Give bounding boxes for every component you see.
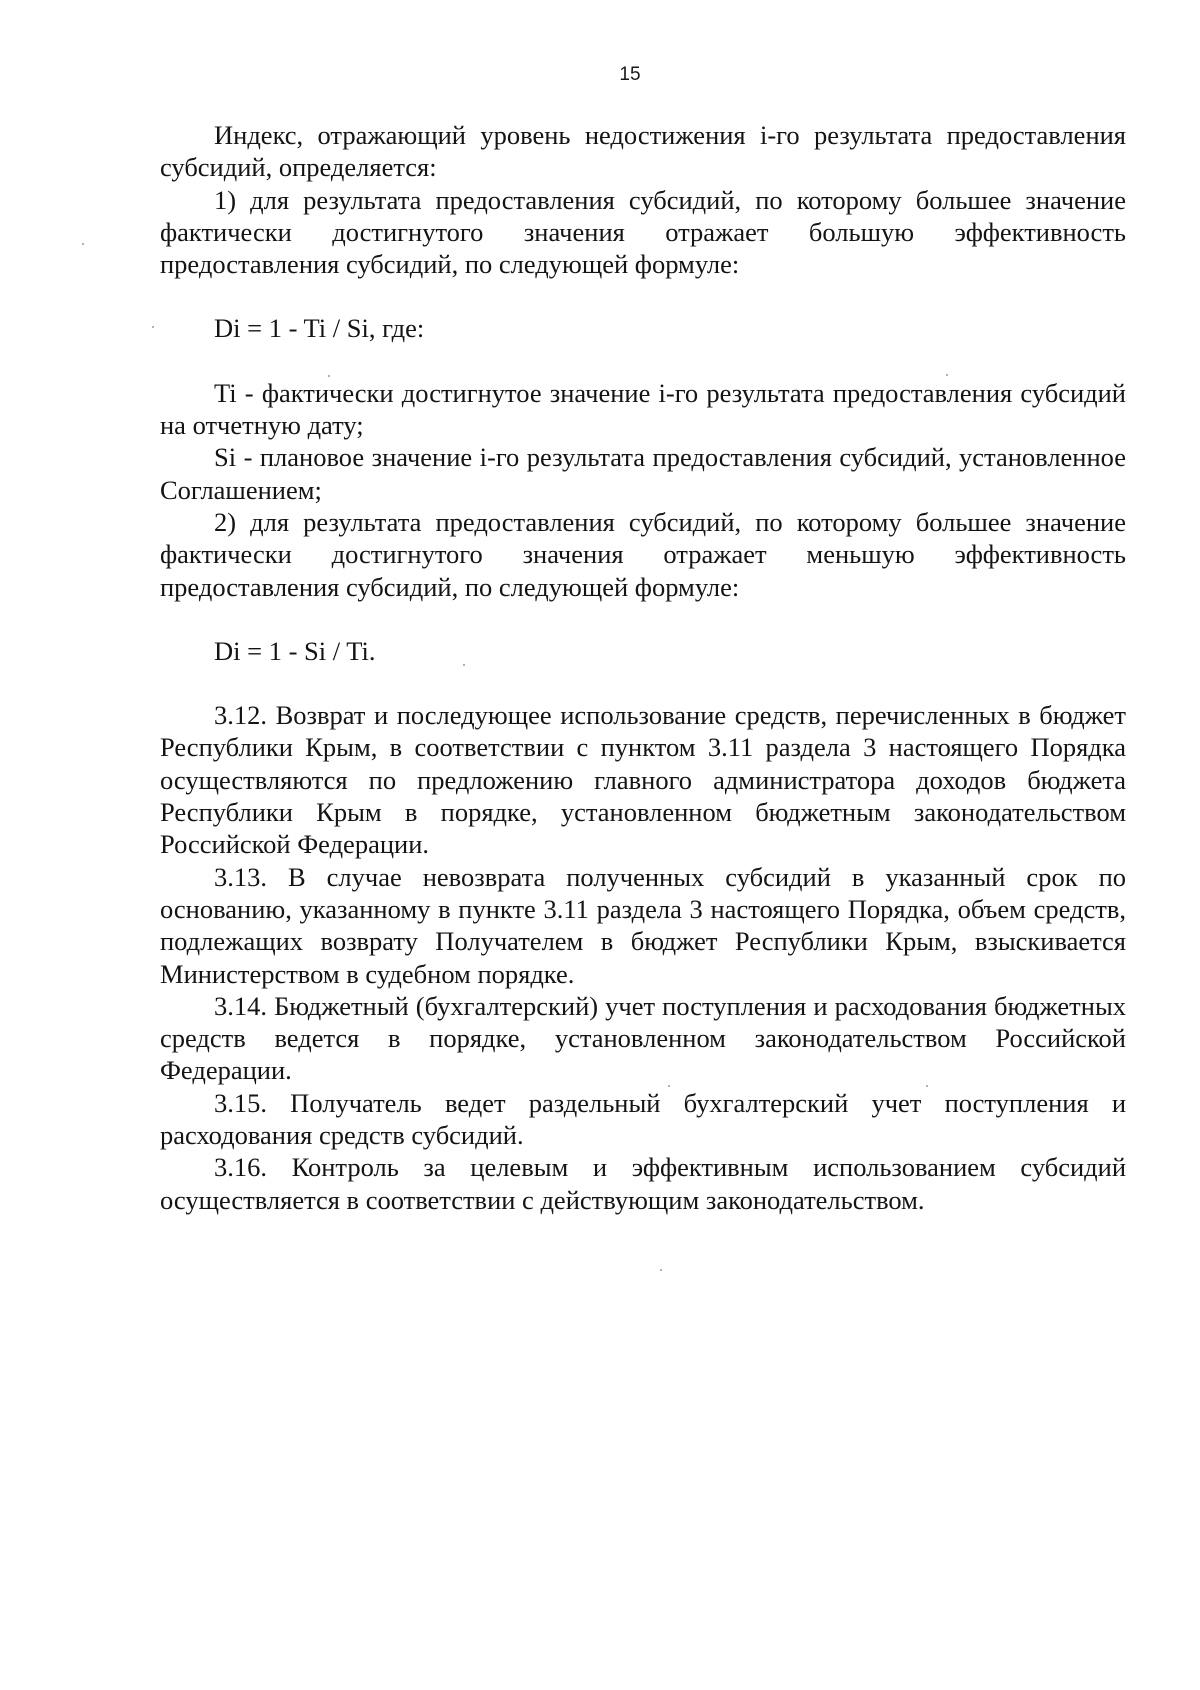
paragraph-3-15: 3.15. Получатель ведет раздельный бухгалтерский учет поступления и расходования средств субсидий. [160, 1087, 1126, 1151]
paragraph-3-14: 3.14. Бюджетный (бухгалтерский) учет поступления и расходования бюджетных средств ведется в порядке, установленном законодательством Российской Федерации. [160, 990, 1126, 1086]
scan-speck [463, 664, 465, 666]
scan-speck [926, 1085, 928, 1087]
scan-speck [668, 1085, 670, 1087]
document-body [160, 119, 1126, 1216]
paragraph-si-definition: Si - плановое значение i-го результата предоставления субсидий, установленное Соглашением; [160, 442, 1126, 505]
paragraph-case-2: 2) для результата предоставления субсидий, по которому большее значение фактически достигнутого значения отражает меньшую эффективность предоставления субсидий, по следующей формуле: [160, 506, 1126, 602]
scan-speck [660, 1269, 662, 1271]
spacer [160, 603, 1126, 635]
scan-speck [82, 243, 84, 245]
formula-2: Di = 1 - Si / Ti. [214, 635, 376, 666]
page-number: 15 [619, 64, 641, 85]
paragraph-3-13: 3.13. В случае невозврата полученных субсидий в указанный срок по основанию, указанному в пункте 3.11 раздела 3 настоящего Порядка, объем средств, подлежащих возврату Получателем в бюджет Республики Крым, взыскивается Министерством в судебном порядке. [160, 861, 1126, 989]
spacer [160, 667, 1126, 699]
scan-speck [328, 375, 330, 377]
paragraph-3-16: 3.16. Контроль за целевым и эффективным использованием субсидий осуществляется в соответствии с действующим законодательством. [160, 1152, 1126, 1215]
spacer [160, 345, 1126, 377]
scan-speck [152, 326, 154, 328]
paragraph-case-1: 1) для результата предоставления субсидий, по которому большее значение фактически достигнутого значения отражает большую эффективность предоставления субсидий, по следующей формуле: [160, 184, 1126, 280]
scan-speck [946, 374, 948, 376]
paragraph-3-12: 3.12. Возврат и последующее использование средств, перечисленных в бюджет Республики Крым, в соответствии с пунктом 3.11 раздела 3 настоящего Порядка осуществляются по предложению главного администратора доходов бюджета Республики Крым в порядке, установленном бюджетным законодательством Российской Федерации. [160, 700, 1126, 860]
spacer [160, 280, 1126, 312]
formula-1: Di = 1 - Ti / Si, где: [214, 313, 425, 344]
paragraph-index-definition: Индекс, отражающий уровень недостижения i-го результата предоставления субсидий, определяется: [160, 120, 1126, 183]
paragraph-ti-definition: Ti - фактически достигнутое значение i-го результата предоставления субсидий на отчетную дату; [160, 377, 1126, 441]
